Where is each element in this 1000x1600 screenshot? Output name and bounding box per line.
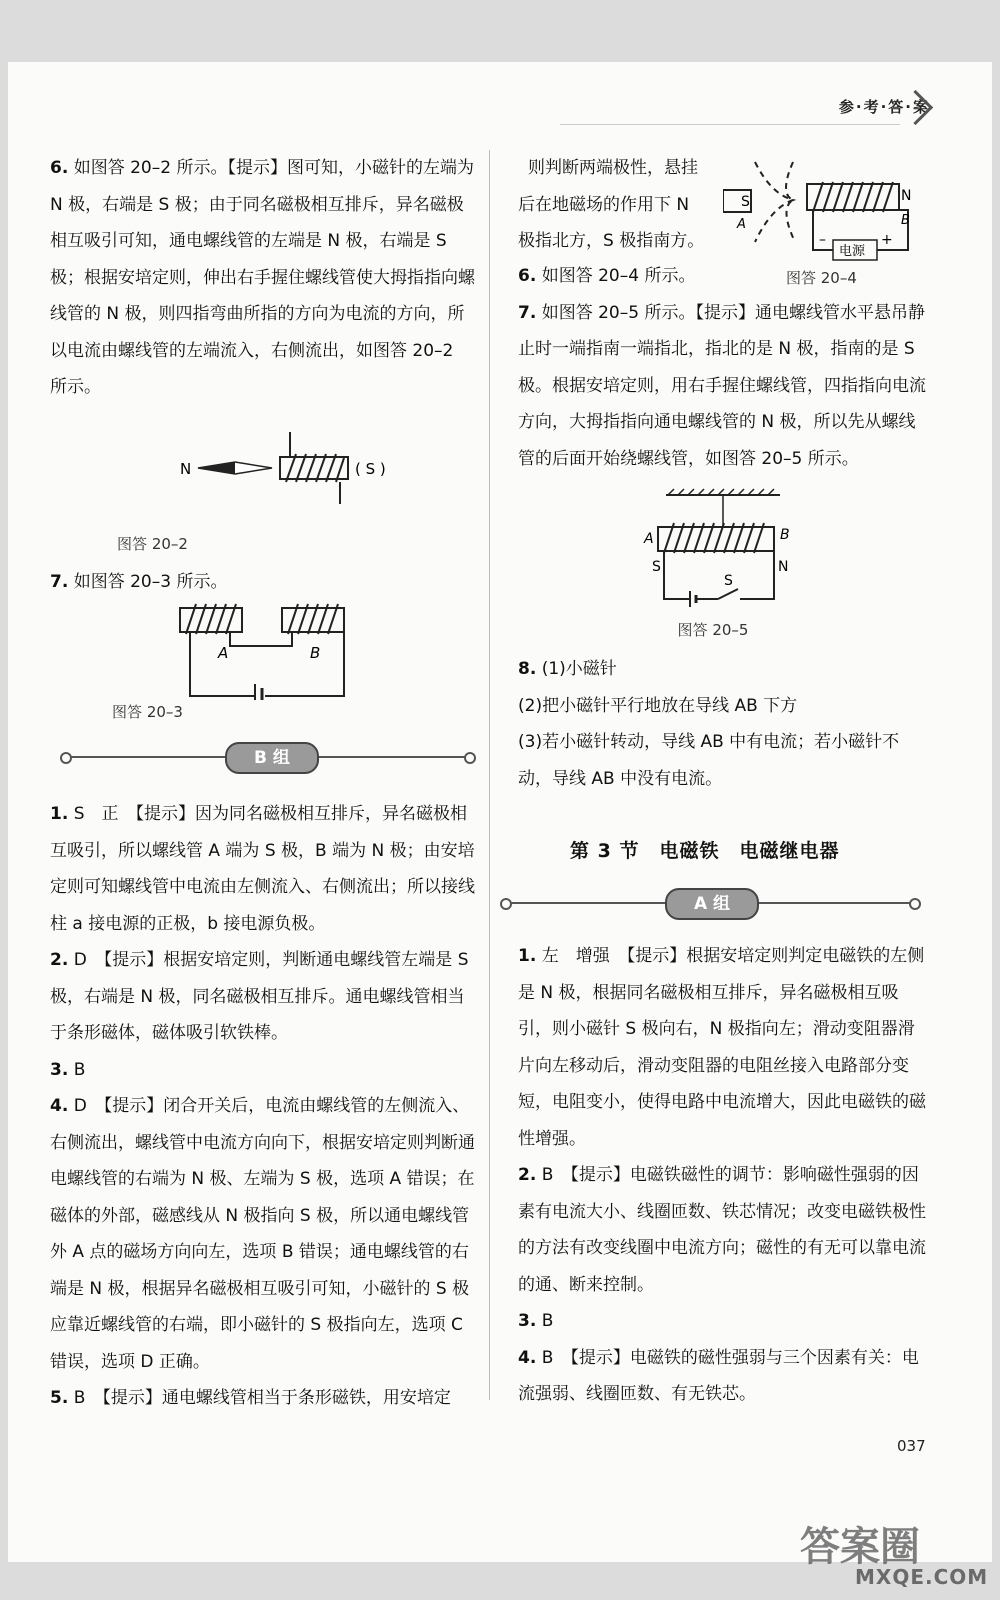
answer-7: 7. 如图答 20–3 所示。 bbox=[50, 571, 228, 592]
figure-20-4-diagram bbox=[723, 154, 923, 274]
figure-20-3 bbox=[50, 600, 475, 700]
continuation-line-3: 极指北方，S 极指南方。 bbox=[518, 231, 705, 251]
fig204-minus: – bbox=[819, 232, 826, 248]
answer-r8: 8. (1)小磁针 bbox=[518, 659, 617, 679]
fig202-n-label: N bbox=[180, 459, 192, 478]
group-a-bar bbox=[500, 888, 925, 918]
b-answer-2: 2. D 【提示】根据安培定则，判断通电螺线管左端是 S 极，右端是 N 极，同名磁极相互排斥。通电螺线管相当于条形磁体，磁体吸引软铁棒。 bbox=[50, 950, 469, 1043]
figure-20-4-caption: 图答 20–4 bbox=[786, 269, 857, 287]
fig205-a-label: A bbox=[644, 531, 654, 547]
fig205-switch-label: S bbox=[724, 573, 733, 589]
answer-r8-part3: (3)若小磁针转动，导线 AB 中有电流；若小磁针不动，导线 AB 中没有电流。 bbox=[518, 732, 900, 789]
figure-20-5-diagram bbox=[518, 487, 928, 615]
fig205-n-label: N bbox=[778, 559, 789, 575]
group-b-label: B 组 bbox=[225, 742, 319, 774]
fig203-a-label: A bbox=[218, 644, 229, 662]
header-rule bbox=[560, 124, 900, 125]
a-answer-2: 2. B 【提示】电磁铁磁性的调节：影响磁性强弱的因素有电流大小、线圈匝数、铁芯情况；改变电磁铁极性的方法有改变线圈中电流方向；磁性的有无可以靠电流的通、断来控制。 bbox=[518, 1165, 926, 1295]
fig204-b-label: B bbox=[901, 213, 910, 228]
fig205-s-label: S bbox=[652, 559, 661, 575]
answer-r6: 6. 如图答 20–4 所示。 图答 20–4 bbox=[518, 258, 928, 295]
column-divider bbox=[489, 150, 490, 1400]
watermark-logo: 答案圈 bbox=[800, 1524, 920, 1570]
fig204-a-label: A bbox=[737, 217, 746, 232]
figure-20-5-caption: 图答 20–5 bbox=[677, 621, 749, 639]
continuation-block bbox=[518, 150, 928, 260]
answer-6: 6. 如图答 20–2 所示。【提示】图可知，小磁针的左端为 N 极，右端是 S 极；由于同名磁极相互排斥，异名磁极相互吸引可知，通电螺线管的左端是 N 极，右端是 S 极；根据安培定则，伸出右手握住螺线管使大拇指指向螺线管的 N 极，则四指弯曲所指的方向为电流的方向，所以电流由螺线管的左端流入，右侧流出，如图答 20–2 所示。 bbox=[50, 158, 475, 397]
a-answer-1: 1. 左 增强 【提示】根据安培定则判定电磁铁的左侧是 N 极，根据同名磁极相互排斥，异名磁极相互吸引，则小磁针 S 极向右，N 极指向左；滑动变阻器滑片向左移动后，滑动变阻器的电阻丝接入电路部分变短，电阻变小，使得电路中电流增大，因此电磁铁的磁性增强。 bbox=[518, 946, 926, 1149]
figure-20-2-diagram bbox=[50, 412, 475, 532]
watermark-url: MXQE.COM bbox=[855, 1565, 989, 1589]
right-column-lower bbox=[518, 938, 928, 1413]
group-b-bar bbox=[60, 742, 480, 772]
a-answer-3: 3. B bbox=[518, 1311, 554, 1331]
figure-20-5 bbox=[518, 487, 928, 615]
fig204-s-label: S bbox=[741, 194, 750, 210]
fig205-b-label: B bbox=[780, 527, 790, 543]
continuation-line-2: 后在地磁场的作用下 N bbox=[518, 194, 690, 215]
figure-20-3-diagram bbox=[50, 600, 475, 700]
a-answer-4: 4. B 【提示】电磁铁的磁性强弱与三个因素有关：电流强弱、线圈匝数、有无铁芯。 bbox=[518, 1347, 919, 1404]
b-answer-3: 3. B bbox=[50, 1059, 86, 1080]
fig202-s-label: ( S ) bbox=[355, 459, 386, 478]
fig204-power-label: 电源 bbox=[839, 244, 866, 259]
b-answer-4: 4. D 【提示】闭合开关后，电流由螺线管的左侧流入、右侧流出，螺线管中电流方向向下，根据安培定则判断通电螺线管的右端为 N 极、左端为 S 极，选项 A 错误；在磁体的外部，磁感线从 N 极指向 S 极，所以通电螺线管外 A 点的磁场方向向左，选项 B 错误；通电螺线管的右端是 N 极，根据异名磁极相互吸引可知，小磁针的 S 极应靠近螺线管的右端，即小磁针的 S 极指向左，选项 C 错误，选项 D 正确。 bbox=[50, 1096, 475, 1372]
b-answer-5: 5. B 【提示】通电螺线管相当于条形磁铁，用安培定 bbox=[50, 1388, 451, 1408]
answer-r8-part2: (2)把小磁针平行地放在导线 AB 下方 bbox=[518, 695, 798, 716]
figure-20-2 bbox=[50, 412, 475, 532]
fig203-b-label: B bbox=[310, 644, 321, 662]
answer-r7: 7. 如图答 20–5 所示。【提示】通电螺线管水平悬吊静止时一端指南一端指北，指北的是 N 极，指南的是 S 极。根据安培定则，用右手握住螺线管，四指指向电流方向，大拇指指向通电螺线管的 N 极，所以先从螺线管的后面开始绕螺线管，如图答 20–5 所示。 bbox=[518, 302, 926, 469]
right-column bbox=[518, 150, 928, 797]
fig204-plus: + bbox=[881, 232, 893, 248]
figure-20-3-caption: 图答 20–3 bbox=[112, 703, 183, 721]
figure-20-2-caption: 图答 20–2 bbox=[117, 534, 188, 553]
left-column bbox=[50, 150, 475, 724]
continuation-line-1: 则判断两端极性，悬挂 bbox=[528, 158, 698, 178]
b-answer-1: 1. S 正 【提示】因为同名磁极相互排斥，异名磁极相互吸引，所以螺线管 A 端为 S 极，B 端为 N 极；由安培定则可知螺线管中电流由左侧流入、右侧流出；所以接线柱 a 接电源的正极，b 接电源负极。 bbox=[50, 804, 475, 934]
fig204-n-label: N bbox=[901, 188, 912, 204]
group-a-label: A 组 bbox=[665, 888, 759, 920]
page-header: 参·考·答·案 bbox=[838, 98, 930, 116]
section-title: 第 3 节 电磁铁 电磁继电器 bbox=[570, 840, 840, 862]
page-number: 037 bbox=[897, 1437, 926, 1455]
left-column-lower bbox=[50, 796, 475, 1417]
